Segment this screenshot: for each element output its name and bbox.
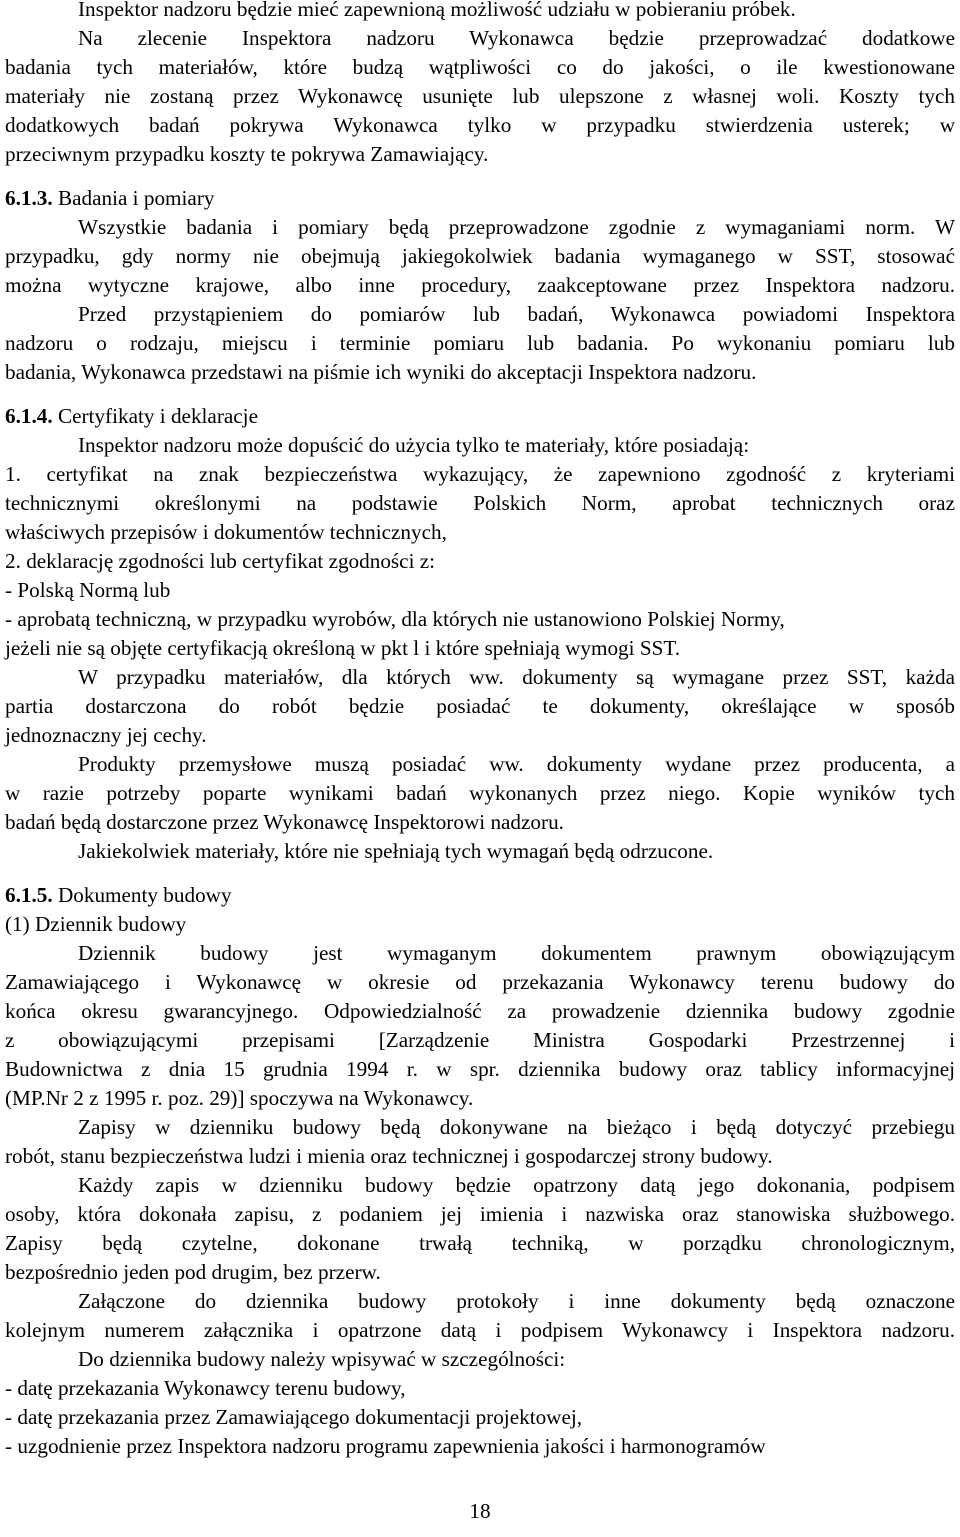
paragraph-line: Zamawiającego i Wykonawcę w okresie od przekazania Wykonawcy terenu budowy do [5,970,955,994]
paragraph-line: przypadku, gdy normy nie obejmują jakiegokolwiek badania wymaganego w SST, stosować [5,244,955,268]
paragraph-line: nadzoru o rodzaju, miejscu i terminie pomiaru lub badania. Po wykonaniu pomiaru lub [5,331,955,355]
paragraph-line: Inspektor nadzoru będzie mieć zapewnioną możliwość udziału w pobieraniu próbek. [78,0,796,21]
paragraph-line: robót, stanu bezpieczeństwa ludzi i mienia oraz technicznej i gospodarczej strony budowy. [5,1144,773,1168]
paragraph-line: materiały nie zostaną przez Wykonawcę usunięte lub ulepszone z własnej woli. Koszty tych [5,84,955,108]
section-number: 6.1.3. [5,186,53,210]
page-number: 18 [469,1499,491,1523]
paragraph-line: końca okresu gwarancyjnego. Odpowiedzialność za prowadzenie dziennika budowy zgodnie [5,999,955,1023]
section-heading-6-1-3 [5,184,955,213]
section-number: 6.1.4. [5,404,53,428]
paragraph-line: Zapisy będą czytelne, dokonane trwałą techniką, w porządku chronologicznym, [5,1231,955,1255]
paragraph-line: osoby, która dokonała zapisu, z podaniem jej imienia i nazwiska oraz stanowiska służbowego. [5,1202,955,1226]
paragraph-line: W przypadku materiałów, dla których ww. dokumenty są wymagane przez SST, każda [78,665,955,689]
list-item: - datę przekazania Wykonawcy terenu budowy, [5,1376,406,1400]
paragraph-line: bezpośrednio jeden pod drugim, bez przerw. [5,1260,381,1284]
section-number: 6.1.5. [5,883,53,907]
section-title: Certyfikaty i deklaracje [57,404,258,428]
paragraph-line: Przed przystąpieniem do pomiarów lub badań, Wykonawca powiadomi Inspektora [78,302,955,326]
paragraph-line: Produkty przemysłowe muszą posiadać ww. dokumenty wydane przez producenta, a [78,752,955,776]
section-heading-6-1-4 [5,402,955,431]
paragraph-line: można wytyczne krajowe, albo inne procedury, zaakceptowane przez Inspektora nadzoru. [5,273,955,297]
paragraph-line: badania, Wykonawca przedstawi na piśmie ich wyniki do akceptacji Inspektora nadzoru. [5,360,757,384]
section-title: Badania i pomiary [57,186,215,210]
paragraph-line: przeciwnym przypadku koszty te pokrywa Zamawiający. [5,142,489,166]
list-item: 1. certyfikat na znak bezpieczeństwa wykazujący, że zapewniono zgodność z kryteriami [5,462,955,486]
paragraph-line: badań będą dostarczone przez Wykonawcę Inspektorowi nadzoru. [5,810,564,834]
list-item: - datę przekazania przez Zamawiającego dokumentacji projektowej, [5,1405,583,1429]
paragraph-line: jeżeli nie są objęte certyfikacją określoną w pkt l i które spełniają wymogi SST. [5,636,681,660]
paragraph-line: Dziennik budowy jest wymaganym dokumentem prawnym obowiązującym [78,941,955,965]
paragraph-line: (MP.Nr 2 z 1995 r. poz. 29)] spoczywa na Wykonawcy. [5,1086,474,1110]
paragraph-line: Każdy zapis w dzienniku budowy będzie opatrzony datą jego dokonania, podpisem [78,1173,955,1197]
paragraph-line: kolejnym numerem załącznika i opatrzone datą i podpisem Wykonawcy i Inspektora nadzoru. [5,1318,955,1342]
section-heading-6-1-5 [5,881,955,910]
list-item: - aprobatą techniczną, w przypadku wyrobów, dla których nie ustanowiono Polskiej Normy, [5,607,785,631]
section-title: Dokumenty budowy [57,883,232,907]
paragraph-line: Budownictwa z dnia 15 grudnia 1994 r. w spr. dziennika budowy oraz tablicy informacyjnej [5,1057,955,1081]
paragraph-line: Wszystkie badania i pomiary będą przeprowadzone zgodnie z wymaganiami norm. W [78,215,955,239]
paragraph-line: w razie potrzeby poparte wynikami badań wykonanych przez niego. Kopie wyników tych [5,781,955,805]
list-item: 2. deklarację zgodności lub certyfikat zgodności z: [5,549,436,573]
document-page [5,0,955,1461]
paragraph-line: Inspektor nadzoru może dopuścić do użycia tylko te materiały, które posiadają: [78,433,750,457]
paragraph-line: partia dostarczona do robót będzie posiadać te dokumenty, określające w sposób [5,694,955,718]
list-item: - uzgodnienie przez Inspektora nadzoru programu zapewnienia jakości i harmonogramów [5,1434,766,1458]
paragraph-line: właściwych przepisów i dokumentów technicznych, [5,520,447,544]
paragraph-line: Załączone do dziennika budowy protokoły i inne dokumenty będą oznaczone [78,1289,955,1313]
paragraph-line: Na zlecenie Inspektora nadzoru Wykonawca będzie przeprowadzać dodatkowe [78,26,955,50]
paragraph-line: Jakiekolwiek materiały, które nie spełniają tych wymagań będą odrzucone. [78,839,714,863]
paragraph-line: Zapisy w dzienniku budowy będą dokonywane na bieżąco i będą dotyczyć przebiegu [78,1115,955,1139]
paragraph-line: Do dziennika budowy należy wpisywać w szczególności: [78,1347,566,1371]
paragraph-line: z obowiązującymi przepisami [Zarządzenie Ministra Gospodarki Przestrzennej i [5,1028,955,1052]
paragraph-line: badania tych materiałów, które budzą wątpliwości co do jakości, o ile kwestionowane [5,55,955,79]
list-item: - Polską Normą lub [5,578,171,602]
paragraph-line: dodatkowych badań pokrywa Wykonawca tylko w przypadku stwierdzenia usterek; w [5,113,955,137]
paragraph-line: technicznymi określonymi na podstawie Polskich Norm, aprobat technicznych oraz [5,491,955,515]
subsection-heading: (1) Dziennik budowy [5,912,187,936]
paragraph-line: jednoznaczny jej cechy. [5,723,207,747]
